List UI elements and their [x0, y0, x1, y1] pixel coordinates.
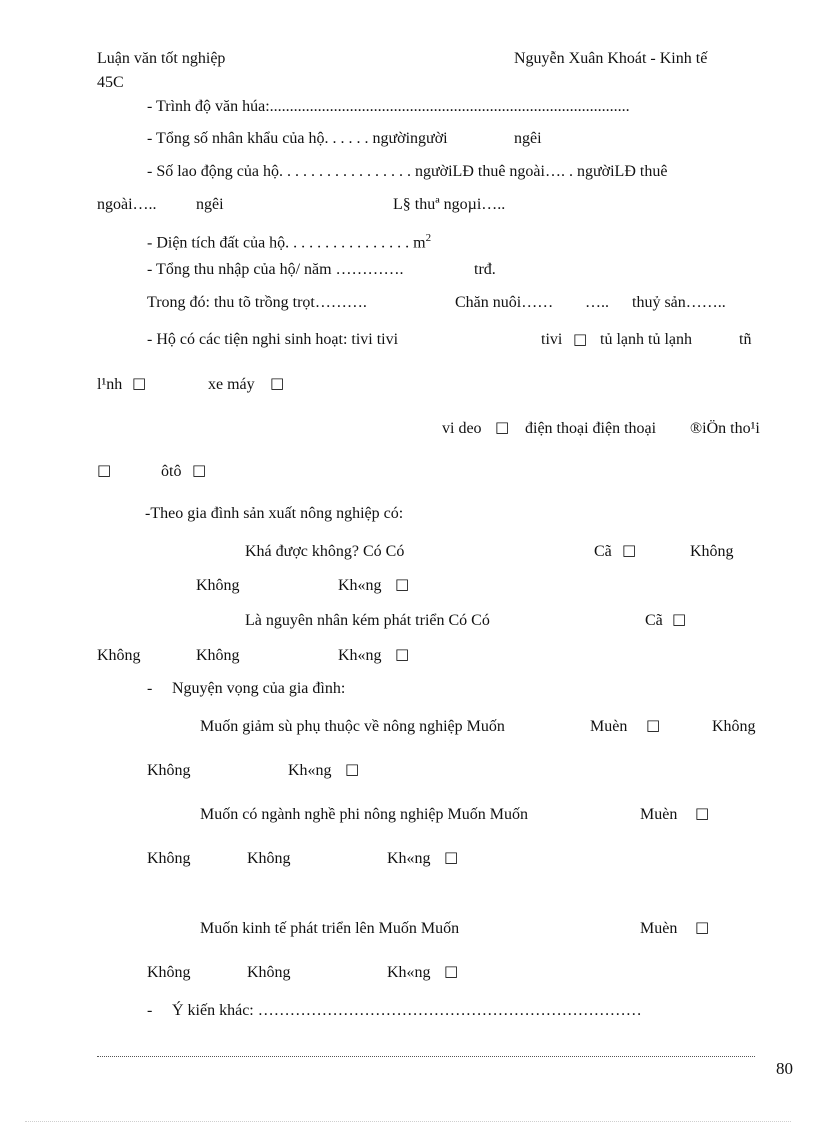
footer-divider — [97, 1056, 755, 1057]
checkbox-oto[interactable]: □ — [192, 461, 207, 479]
checkbox-tulanh[interactable]: □ — [132, 374, 147, 392]
w3-text: Muốn kinh tế phát triển lên Muốn Muốn — [200, 920, 460, 937]
w1-no: Không — [712, 718, 756, 735]
checkbox-q1-no[interactable]: □ — [395, 575, 410, 593]
w1-no3: Kh«ng — [288, 762, 332, 779]
w3-no2: Không — [247, 964, 291, 981]
checkbox-w3-no[interactable]: □ — [444, 962, 459, 980]
education-line: - Trình độ văn húa:.......................................................................................... — [147, 98, 630, 115]
w2-text: Muốn có ngành nghề phi nông nghiệp Muốn Muốn — [200, 806, 528, 823]
header-left: Luận văn tốt nghiệp — [97, 50, 226, 67]
amenities-g: vi deo — [442, 420, 482, 437]
checkbox-q1-yes[interactable]: □ — [622, 541, 637, 559]
amenities-f: xe máy — [208, 376, 255, 393]
q2-yes: Cã — [645, 612, 663, 629]
page-number: 80 — [776, 1059, 793, 1078]
amenities-i: ®iÖn tho¹i — [690, 420, 760, 437]
amenities-c: tủ lạnh tủ lạnh — [600, 331, 692, 348]
w1-text: Muốn giảm sù phụ thuộc về nông nghiệp Muốn — [200, 718, 505, 735]
labor-garbled-1: ngêi — [196, 196, 224, 213]
w3-no: Không — [147, 964, 191, 981]
q2-no3: Kh«ng — [338, 647, 382, 664]
q1-yes: Cã — [594, 543, 612, 560]
household-size-garbled: ngêi — [514, 130, 542, 147]
labor-line-a: - Số lao động của hộ. . . . . . . . . . . . . . . . . ngườiLĐ thuê ngoài…. . ngườiLĐ thuê — [147, 163, 668, 180]
q1-no3: Kh«ng — [338, 577, 382, 594]
amenities-b: tivi — [541, 331, 563, 348]
household-size: - Tổng số nhân khẩu của hộ. . . . . . ngườingười — [147, 130, 448, 147]
other-dash: - — [147, 1002, 153, 1019]
amenities-j: ôtô — [161, 463, 182, 480]
checkbox-w1-yes[interactable]: □ — [646, 716, 661, 734]
checkbox-xemay[interactable]: □ — [270, 374, 285, 392]
page-bottom-divider — [25, 1121, 791, 1122]
q1-text: Khá được không? Có Có — [245, 543, 405, 560]
checkbox-q2-no[interactable]: □ — [395, 645, 410, 663]
w1-no2: Không — [147, 762, 191, 779]
checkbox-w1-no[interactable]: □ — [345, 760, 360, 778]
header-right: Nguyễn Xuân Khoát - Kinh tế — [514, 50, 708, 67]
checkbox-w2-yes[interactable]: □ — [695, 804, 710, 822]
labor-line-b: ngoài….. — [97, 196, 157, 213]
q1-no: Không — [690, 543, 734, 560]
wishes-dash: - — [147, 680, 153, 697]
w3-yes: Muèn — [640, 920, 678, 937]
amenities-h: điện thoại điện thoại — [525, 420, 657, 437]
land-area-sup: 2 — [425, 232, 432, 244]
labor-garbled-2: L§ thuª ngoµi….. — [393, 196, 506, 213]
income-unit: trđ. — [474, 261, 496, 278]
w2-yes: Muèn — [640, 806, 678, 823]
checkbox-video[interactable]: □ — [495, 418, 510, 436]
income-breakdown-d: thuỷ sản…….. — [632, 294, 726, 311]
land-area: - Diện tích đất của hộ. . . . . . . . . . . . . . . . $m^2$ — [147, 232, 432, 252]
w1-yes: Muèn — [590, 718, 628, 735]
income-breakdown-c: ….. — [585, 294, 609, 311]
checkbox-tivi[interactable]: □ — [573, 330, 588, 348]
checkbox-q2-yes[interactable]: □ — [672, 610, 687, 628]
income-breakdown-a: Trong đó: thu tõ trồng trọt………. — [147, 294, 367, 311]
amenities-e: l¹nh — [97, 376, 123, 393]
q2-no2: Không — [196, 647, 240, 664]
wishes-title: Nguyện vọng của gia đình: — [172, 680, 346, 697]
other-opinions: Ý kiến khác: ……………………………………………………………… — [172, 1002, 642, 1019]
q2-text: Là nguyên nhân kém phát triển Có Có — [245, 612, 490, 629]
q1-no2: Không — [196, 577, 240, 594]
farming-intro: -Theo gia đình sản xuất nông nghiệp có: — [145, 505, 404, 522]
w2-no2: Không — [247, 850, 291, 867]
w2-no: Không — [147, 850, 191, 867]
income: - Tổng thu nhập của hộ/ năm …………. — [147, 261, 404, 278]
q2-no: Không — [97, 647, 141, 664]
income-breakdown-b: Chăn nuôi…… — [455, 294, 554, 311]
checkbox-w3-yes[interactable]: □ — [695, 918, 710, 936]
checkbox-w2-no[interactable]: □ — [444, 848, 459, 866]
amenities-d: tñ — [739, 331, 752, 348]
w2-no3: Kh«ng — [387, 850, 431, 867]
header-wrap: 45C — [97, 74, 124, 91]
w3-no3: Kh«ng — [387, 964, 431, 981]
checkbox-dienthoai[interactable]: □ — [97, 461, 112, 479]
amenities-a: - Hộ có các tiện nghi sinh hoạt: tivi tivi — [147, 331, 399, 348]
